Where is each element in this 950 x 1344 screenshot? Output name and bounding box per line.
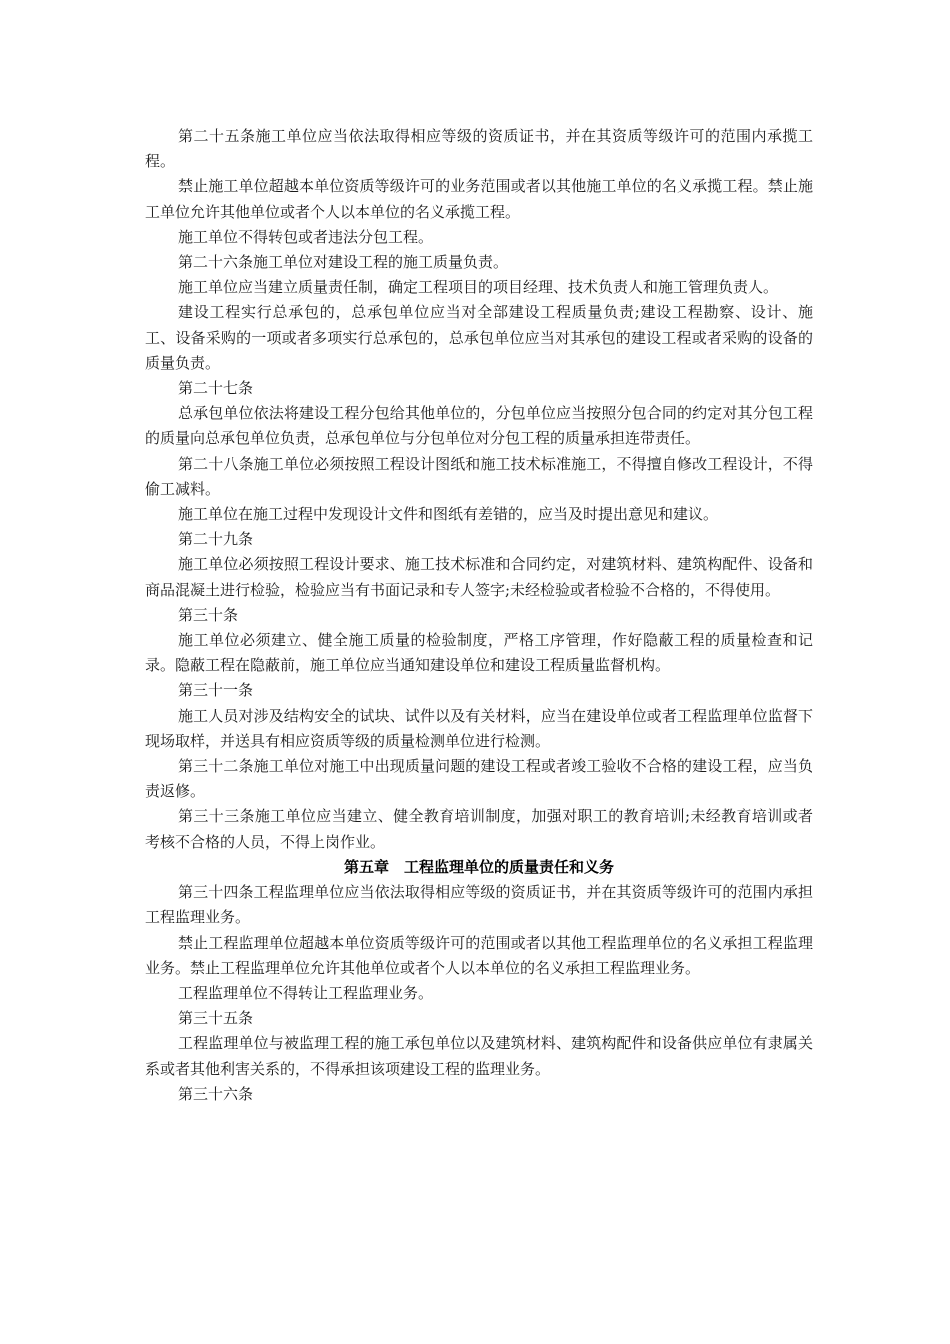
paragraph: 第三十三条施工单位应当建立、健全教育培训制度，加强对职工的教育培训;未经教育培训或者考核不合格的人员，不得上岗作业。 xyxy=(145,807,813,851)
paragraph: 第三十二条施工单位对施工中出现质量问题的建设工程或者竣工验收不合格的建设工程，应当负责返修。 xyxy=(145,757,813,801)
paragraph: 第二十七条 xyxy=(178,379,254,398)
paragraph: 工程监理单位不得转让工程监理业务。 xyxy=(178,983,434,1002)
paragraph: 施工单位在施工过程中发现设计文件和图纸有差错的，应当及时提出意见和建议。 xyxy=(178,505,719,524)
paragraph: 工程监理单位与被监理工程的施工承包单位以及建筑材料、建筑构配件和设备供应单位有隶属关系或者其他利害关系的，不得承担该项建设工程的监理业务。 xyxy=(145,1034,813,1078)
paragraph: 第三十四条工程监理单位应当依法取得相应等级的资质证书，并在其资质等级许可的范围内承担工程监理业务。 xyxy=(145,883,813,927)
paragraph: 建设工程实行总承包的，总承包单位应当对全部建设工程质量负责;建设工程勘察、设计、施工、设备采购的一项或者多项实行总承包的，总承包单位应当对其承包的建设工程或者采购的设备的质量负责。 xyxy=(145,303,813,372)
paragraph: 第三十五条 xyxy=(178,1009,254,1028)
paragraph: 第二十八条施工单位必须按照工程设计图纸和施工技术标准施工，不得擅自修改工程设计，不得偷工减料。 xyxy=(145,454,813,498)
paragraph: 第二十六条施工单位对建设工程的施工质量负责。 xyxy=(178,253,509,272)
paragraph: 第三十六条 xyxy=(178,1084,254,1103)
document-body xyxy=(145,124,813,1107)
paragraph: 施工单位必须建立、健全施工质量的检验制度，严格工序管理，作好隐蔽工程的质量检查和记录。隐蔽工程在隐蔽前，施工单位应当通知建设单位和建设工程质量监督机构。 xyxy=(145,631,813,675)
paragraph: 施工人员对涉及结构安全的试块、试件以及有关材料，应当在建设单位或者工程监理单位监督下现场取样，并送具有相应资质等级的质量检测单位进行检测。 xyxy=(145,706,813,750)
paragraph: 施工单位不得转包或者违法分包工程。 xyxy=(178,227,434,246)
paragraph: 总承包单位依法将建设工程分包给其他单位的，分包单位应当按照分包合同的约定对其分包工程的质量向总承包单位负责，总承包单位与分包单位对分包工程的质量承担连带责任。 xyxy=(145,404,813,448)
paragraph: 禁止工程监理单位超越本单位资质等级许可的范围或者以其他工程监理单位的名义承担工程监理业务。禁止工程监理单位允许其他单位或者个人以本单位的名义承担工程监理业务。 xyxy=(145,933,813,977)
paragraph: 第三十条 xyxy=(178,605,239,624)
paragraph: 第三十一条 xyxy=(178,681,254,700)
paragraph: 第二十五条施工单位应当依法取得相应等级的资质证书，并在其资质等级许可的范围内承揽工程。 xyxy=(145,127,813,171)
paragraph: 第二十九条 xyxy=(178,530,254,549)
paragraph: 禁止施工单位超越本单位资质等级许可的业务范围或者以其他施工单位的名义承揽工程。禁止施工单位允许其他单位或者个人以本单位的名义承揽工程。 xyxy=(145,177,813,221)
chapter-heading: 第五章 工程监理单位的质量责任和义务 xyxy=(343,857,614,876)
paragraph: 施工单位必须按照工程设计要求、施工技术标准和合同约定，对建筑材料、建筑构配件、设备和商品混凝土进行检验，检验应当有书面记录和专人签字;未经检验或者检验不合格的，不得使用。 xyxy=(145,555,813,599)
paragraph: 施工单位应当建立质量责任制，确定工程项目的项目经理、技术负责人和施工管理负责人。 xyxy=(178,278,779,297)
